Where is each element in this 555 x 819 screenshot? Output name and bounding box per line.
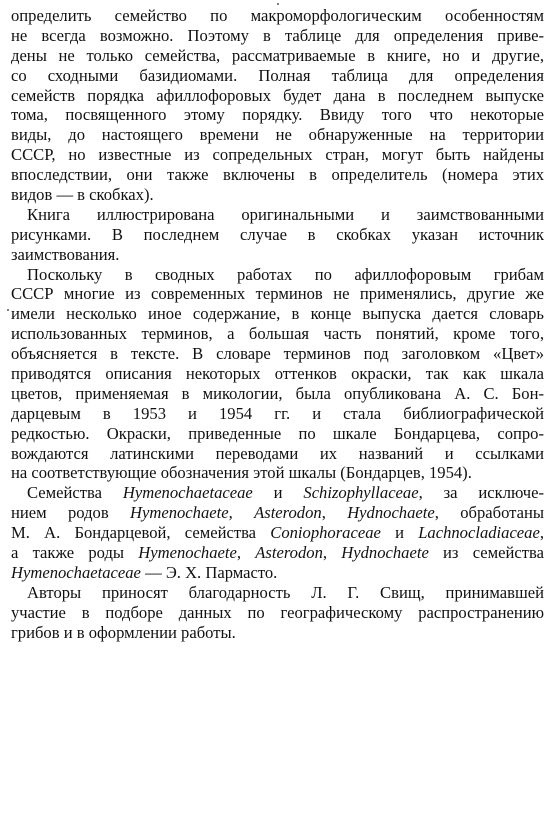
paragraph bbox=[11, 483, 544, 582]
text-segment: объясняется в тексте. В словаре терминов под заголовком «Цвет» bbox=[11, 344, 544, 364]
text-segment: а также роды bbox=[11, 543, 139, 563]
text-segment: рисунками. В последнем случае в скобках указан источник bbox=[11, 224, 544, 244]
text-line bbox=[11, 543, 544, 563]
text-line bbox=[11, 304, 544, 324]
italic-taxon-name: Asterodon bbox=[255, 543, 323, 563]
text-line bbox=[11, 86, 544, 106]
text-segment: приводятся описания некоторых оттенков окраски, так как шкала bbox=[11, 364, 544, 384]
text-segment: , bbox=[236, 543, 256, 563]
text-line bbox=[11, 284, 544, 304]
text-segment: со сходными базидиомами. Полная таблица для определения bbox=[11, 65, 544, 85]
italic-taxon-name: Hymenochaetaceae bbox=[122, 483, 253, 503]
text-line bbox=[11, 185, 544, 205]
text-line bbox=[11, 6, 544, 26]
text-segment: видов — в скобках). bbox=[11, 185, 154, 205]
paragraph bbox=[11, 6, 544, 205]
text-segment: , bbox=[322, 543, 342, 563]
text-segment: Семейства bbox=[27, 483, 123, 503]
text-segment: виды, до настоящего времени не обнаруженные на территории bbox=[11, 125, 544, 145]
italic-taxon-name: Schizophyllaceae bbox=[303, 483, 419, 503]
text-line bbox=[11, 424, 544, 444]
scan-speck bbox=[7, 309, 9, 311]
text-segment: тома, посвященного этому порядку. Ввиду того что некоторые bbox=[11, 105, 544, 125]
text-segment: Книга иллюстрирована оригинальными и заимствованными bbox=[27, 204, 544, 224]
italic-taxon-name: Hydnochaete bbox=[347, 503, 435, 523]
text-line bbox=[11, 583, 544, 603]
text-line bbox=[11, 165, 544, 185]
text-line bbox=[11, 623, 544, 643]
text-line bbox=[11, 444, 544, 464]
text-segment: грибов и в оформлении работы. bbox=[11, 622, 236, 642]
text-line bbox=[11, 344, 544, 364]
text-segment: дены не только семейства, рассматриваемые в книге, но и другие, bbox=[11, 45, 544, 65]
italic-taxon-name: Hymenochaete bbox=[138, 543, 237, 563]
text-segment: Авторы приносят благодарность Л. Г. Свищ, принимавшей bbox=[27, 582, 544, 602]
text-segment: и bbox=[380, 523, 419, 543]
text-segment: , за исключе- bbox=[418, 483, 544, 503]
text-segment: определить семейство по макроморфологическим особенностям bbox=[11, 6, 544, 25]
italic-taxon-name: Lachnocladiaceae bbox=[418, 523, 540, 543]
text-segment: участие в подборе данных по географическому распространению bbox=[11, 602, 544, 622]
text-segment: , bbox=[321, 503, 348, 523]
italic-taxon-name: Hydnochaete bbox=[341, 543, 429, 563]
text-segment: — Э. Х. Пармасто. bbox=[140, 562, 278, 582]
text-segment: , bbox=[228, 503, 255, 523]
text-line bbox=[11, 145, 544, 165]
text-line bbox=[11, 384, 544, 404]
text-line bbox=[11, 324, 544, 344]
text-segment: , обработаны bbox=[434, 503, 545, 523]
document-page bbox=[11, 6, 544, 643]
text-segment: использованных терминов, а большая часть понятий, кроме того, bbox=[11, 324, 544, 344]
text-line bbox=[11, 265, 544, 285]
text-line bbox=[11, 46, 544, 66]
text-segment: редкостью. Окраски, приведенные по шкале Бондарцева, сопро- bbox=[11, 423, 544, 443]
text-line bbox=[11, 463, 544, 483]
text-segment: , bbox=[539, 523, 544, 543]
text-line bbox=[11, 364, 544, 384]
text-line bbox=[11, 404, 544, 424]
text-segment: не всегда возможно. Поэтому в таблице для определения приве- bbox=[11, 25, 544, 45]
text-line bbox=[11, 245, 544, 265]
text-segment: вождаются латинскими переводами их названий и ссылками bbox=[11, 443, 544, 463]
text-segment: М. А. Бондарцевой, семейства bbox=[11, 523, 271, 543]
paragraph bbox=[11, 583, 544, 643]
text-line bbox=[11, 26, 544, 46]
text-line bbox=[11, 205, 544, 225]
text-line bbox=[11, 523, 544, 543]
text-segment: нием родов bbox=[11, 503, 130, 523]
text-segment: СССР многие из современных терминов не применялись, другие же bbox=[11, 284, 544, 304]
text-line bbox=[11, 66, 544, 86]
text-segment: семейств порядка афиллофоровых будет дана в последнем выпуске bbox=[11, 85, 544, 105]
scan-speck bbox=[277, 3, 279, 5]
text-line bbox=[11, 603, 544, 623]
text-line bbox=[11, 503, 544, 523]
text-segment: Поскольку в сводных работах по афиллофоровым грибам bbox=[27, 264, 544, 284]
paragraph bbox=[11, 265, 544, 484]
text-segment: на соответствующие обозначения этой шкалы (Бондарцев, 1954). bbox=[11, 463, 472, 483]
italic-taxon-name: Coniophoraceae bbox=[270, 523, 381, 543]
italic-taxon-name: Hymenochaete bbox=[130, 503, 229, 523]
text-segment: заимствования. bbox=[11, 244, 120, 264]
text-segment: впоследствии, они также включены в определитель (номера этих bbox=[11, 165, 544, 185]
text-segment: из семейства bbox=[428, 543, 545, 563]
text-line bbox=[11, 105, 544, 125]
italic-taxon-name: Hymenochaetaceae bbox=[11, 562, 141, 582]
text-line bbox=[11, 125, 544, 145]
text-segment: СССР, но известные из сопредельных стран, могут быть найдены bbox=[11, 145, 544, 165]
text-segment: дарцевым в 1953 и 1954 гг. и стала библиографической bbox=[11, 403, 544, 423]
text-line bbox=[11, 483, 544, 503]
text-line bbox=[11, 563, 544, 583]
italic-taxon-name: Asterodon bbox=[254, 503, 322, 523]
text-segment: цветов, применяемая в микологии, была опубликована А. С. Бон- bbox=[11, 383, 544, 403]
text-segment: имели несколько иное содержание, в конце выпуска дается словарь bbox=[11, 304, 544, 324]
text-segment: и bbox=[252, 483, 304, 503]
paragraph bbox=[11, 205, 544, 265]
text-line bbox=[11, 225, 544, 245]
